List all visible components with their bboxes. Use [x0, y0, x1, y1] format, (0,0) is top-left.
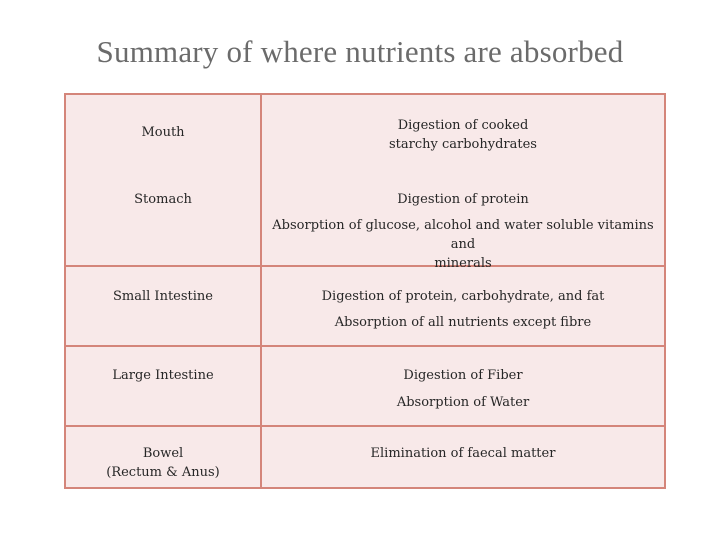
organ-label: Mouth [141, 125, 185, 140]
process-text: Digestion of Fiber [403, 368, 523, 383]
table-row-small-intestine [66, 267, 664, 347]
process-text: Digestion of cooked starchy carbohydrates [389, 118, 537, 152]
process-text: Absorption of Water [396, 395, 530, 410]
organ-cell [66, 267, 262, 345]
process-text: Absorption of glucose, alcohol and water soluble vitamins and minerals [272, 218, 654, 271]
organ-cell [66, 427, 262, 489]
table-row-mouth [66, 95, 664, 169]
organ-label: Small Intestine [113, 289, 213, 304]
organ-cell [66, 347, 262, 425]
table-row-bowel [66, 427, 664, 489]
process-cell [262, 169, 664, 271]
organ-cell [66, 169, 262, 265]
process-text: Absorption of all nutrients except fibre [334, 315, 592, 330]
process-cell [262, 347, 664, 425]
process-text: Digestion of protein, carbohydrate, and fat [321, 289, 605, 304]
table-row-large-intestine [66, 347, 664, 427]
organ-label: Bowel (Rectum & Anus) [106, 446, 220, 480]
process-text: Digestion of protein [397, 192, 529, 207]
organ-label: Large Intestine [112, 368, 214, 383]
nutrient-absorption-table [64, 93, 666, 489]
organ-label: Stomach [134, 192, 192, 207]
slide-title: Summary of where nutrients are absorbed [96, 34, 624, 69]
process-cell [262, 95, 664, 169]
process-cell [262, 267, 664, 345]
process-cell [262, 427, 664, 489]
process-text: Elimination of faecal matter [370, 446, 556, 461]
organ-cell [66, 95, 262, 169]
table-row-stomach [66, 169, 664, 271]
